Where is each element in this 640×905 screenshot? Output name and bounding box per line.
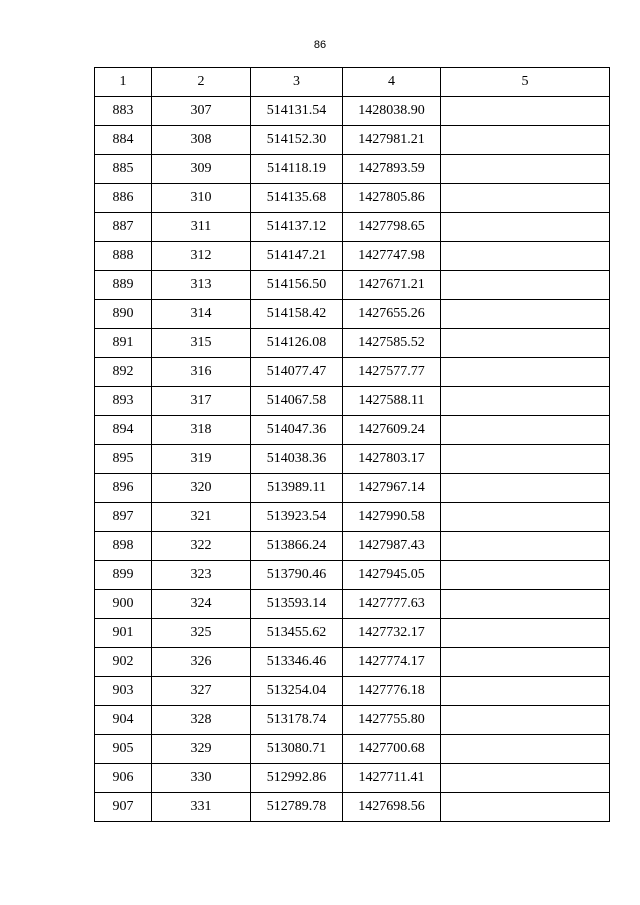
table-cell-col-3: 514147.21 [251, 242, 343, 271]
table-cell-col-5 [441, 184, 610, 213]
table-cell-col-3: 514137.12 [251, 213, 343, 242]
table-cell-col-1: 885 [95, 155, 152, 184]
table-cell-col-1: 888 [95, 242, 152, 271]
table-cell-col-1: 894 [95, 416, 152, 445]
table-cell-col-5 [441, 387, 610, 416]
table-cell-col-4: 1427585.52 [343, 329, 441, 358]
table-cell-col-5 [441, 590, 610, 619]
table-cell-col-2: 307 [152, 97, 251, 126]
table-row [95, 474, 610, 503]
table-cell-col-3: 513989.11 [251, 474, 343, 503]
table-cell-col-1: 898 [95, 532, 152, 561]
table-cell-col-4: 1427747.98 [343, 242, 441, 271]
table-cell-col-4: 1427987.43 [343, 532, 441, 561]
table-cell-col-3: 514152.30 [251, 126, 343, 155]
table-cell-col-5 [441, 677, 610, 706]
table-cell-col-5 [441, 126, 610, 155]
column-header-3: 3 [251, 68, 343, 97]
table-row [95, 793, 610, 822]
table-cell-col-2: 313 [152, 271, 251, 300]
table-row [95, 619, 610, 648]
table-row [95, 590, 610, 619]
table-cell-col-5 [441, 271, 610, 300]
table-cell-col-2: 328 [152, 706, 251, 735]
table-cell-col-2: 316 [152, 358, 251, 387]
table-cell-col-4: 1427711.41 [343, 764, 441, 793]
table-cell-col-2: 312 [152, 242, 251, 271]
table-cell-col-1: 905 [95, 735, 152, 764]
table-cell-col-3: 513923.54 [251, 503, 343, 532]
table-cell-col-2: 321 [152, 503, 251, 532]
table-cell-col-5 [441, 416, 610, 445]
table-cell-col-4: 1428038.90 [343, 97, 441, 126]
table-cell-col-3: 513346.46 [251, 648, 343, 677]
table-cell-col-1: 892 [95, 358, 152, 387]
table-cell-col-1: 901 [95, 619, 152, 648]
table-cell-col-4: 1427945.05 [343, 561, 441, 590]
table-cell-col-5 [441, 648, 610, 677]
table-cell-col-1: 893 [95, 387, 152, 416]
table-row [95, 561, 610, 590]
table-row [95, 706, 610, 735]
table-cell-col-3: 514067.58 [251, 387, 343, 416]
table-cell-col-4: 1427609.24 [343, 416, 441, 445]
table-cell-col-1: 883 [95, 97, 152, 126]
header-row [95, 68, 610, 97]
column-header-2: 2 [152, 68, 251, 97]
table-cell-col-4: 1427774.17 [343, 648, 441, 677]
table-cell-col-2: 317 [152, 387, 251, 416]
table-cell-col-2: 324 [152, 590, 251, 619]
table-row [95, 648, 610, 677]
table-cell-col-2: 325 [152, 619, 251, 648]
table-cell-col-1: 884 [95, 126, 152, 155]
table-cell-col-2: 310 [152, 184, 251, 213]
table-cell-col-3: 513455.62 [251, 619, 343, 648]
table-cell-col-3: 513178.74 [251, 706, 343, 735]
table-cell-col-1: 900 [95, 590, 152, 619]
table-cell-col-4: 1427803.17 [343, 445, 441, 474]
table-cell-col-3: 514118.19 [251, 155, 343, 184]
table-cell-col-5 [441, 155, 610, 184]
table-cell-col-1: 903 [95, 677, 152, 706]
table-cell-col-4: 1427698.56 [343, 793, 441, 822]
table-row [95, 764, 610, 793]
table-cell-col-2: 311 [152, 213, 251, 242]
column-header-4: 4 [343, 68, 441, 97]
table-cell-col-5 [441, 445, 610, 474]
table-cell-col-2: 314 [152, 300, 251, 329]
table-cell-col-5 [441, 532, 610, 561]
table-cell-col-1: 889 [95, 271, 152, 300]
table-cell-col-5 [441, 619, 610, 648]
table-cell-col-3: 513080.71 [251, 735, 343, 764]
table-cell-col-2: 320 [152, 474, 251, 503]
table-cell-col-2: 315 [152, 329, 251, 358]
table-cell-col-4: 1427700.68 [343, 735, 441, 764]
table-row [95, 416, 610, 445]
table-cell-col-4: 1427798.65 [343, 213, 441, 242]
column-header-1: 1 [95, 68, 152, 97]
table-cell-col-1: 904 [95, 706, 152, 735]
page-number: 86 [313, 39, 327, 51]
table-cell-col-3: 514038.36 [251, 445, 343, 474]
table-cell-col-1: 896 [95, 474, 152, 503]
table-cell-col-3: 514131.54 [251, 97, 343, 126]
table-cell-col-3: 514077.47 [251, 358, 343, 387]
table-cell-col-4: 1427967.14 [343, 474, 441, 503]
table-row [95, 300, 610, 329]
table-cell-col-4: 1427990.58 [343, 503, 441, 532]
table-cell-col-5 [441, 213, 610, 242]
table-cell-col-3: 514156.50 [251, 271, 343, 300]
table-cell-col-3: 514158.42 [251, 300, 343, 329]
table-cell-col-1: 897 [95, 503, 152, 532]
table-row [95, 532, 610, 561]
table-row [95, 126, 610, 155]
table-cell-col-4: 1427588.11 [343, 387, 441, 416]
table-cell-col-1: 906 [95, 764, 152, 793]
table-cell-col-2: 330 [152, 764, 251, 793]
table-row [95, 387, 610, 416]
table-cell-col-3: 514126.08 [251, 329, 343, 358]
table-cell-col-3: 513790.46 [251, 561, 343, 590]
table-cell-col-5 [441, 503, 610, 532]
coordinates-table [94, 67, 610, 822]
table-cell-col-1: 899 [95, 561, 152, 590]
table-cell-col-4: 1427732.17 [343, 619, 441, 648]
table-cell-col-3: 513593.14 [251, 590, 343, 619]
table-cell-col-4: 1427981.21 [343, 126, 441, 155]
table-cell-col-5 [441, 764, 610, 793]
table-cell-col-1: 890 [95, 300, 152, 329]
table-cell-col-4: 1427805.86 [343, 184, 441, 213]
table-row [95, 503, 610, 532]
table-cell-col-2: 331 [152, 793, 251, 822]
table-cell-col-5 [441, 793, 610, 822]
table-row [95, 271, 610, 300]
table-cell-col-1: 891 [95, 329, 152, 358]
table-cell-col-5 [441, 329, 610, 358]
table-cell-col-2: 329 [152, 735, 251, 764]
table-cell-col-5 [441, 358, 610, 387]
table-row [95, 213, 610, 242]
table-cell-col-3: 513254.04 [251, 677, 343, 706]
table-cell-col-4: 1427777.63 [343, 590, 441, 619]
table-cell-col-2: 308 [152, 126, 251, 155]
table-cell-col-5 [441, 97, 610, 126]
table-cell-col-5 [441, 474, 610, 503]
table-cell-col-3: 514047.36 [251, 416, 343, 445]
table-cell-col-5 [441, 300, 610, 329]
table-cell-col-1: 907 [95, 793, 152, 822]
table-cell-col-4: 1427671.21 [343, 271, 441, 300]
column-header-5: 5 [441, 68, 610, 97]
table-cell-col-3: 512789.78 [251, 793, 343, 822]
table-cell-col-2: 319 [152, 445, 251, 474]
table-cell-col-4: 1427755.80 [343, 706, 441, 735]
table-cell-col-1: 887 [95, 213, 152, 242]
table-row [95, 155, 610, 184]
table-cell-col-2: 326 [152, 648, 251, 677]
table-cell-col-4: 1427776.18 [343, 677, 441, 706]
table-cell-col-5 [441, 735, 610, 764]
table-cell-col-5 [441, 706, 610, 735]
table-cell-col-1: 895 [95, 445, 152, 474]
table-row [95, 329, 610, 358]
table-cell-col-3: 514135.68 [251, 184, 343, 213]
table-cell-col-4: 1427577.77 [343, 358, 441, 387]
table-row [95, 97, 610, 126]
table-cell-col-5 [441, 242, 610, 271]
table-row [95, 677, 610, 706]
table-row [95, 242, 610, 271]
table-cell-col-2: 318 [152, 416, 251, 445]
table-row [95, 184, 610, 213]
table-cell-col-2: 322 [152, 532, 251, 561]
table-cell-col-1: 886 [95, 184, 152, 213]
table-row [95, 358, 610, 387]
table-cell-col-3: 512992.86 [251, 764, 343, 793]
table-cell-col-1: 902 [95, 648, 152, 677]
table-cell-col-4: 1427893.59 [343, 155, 441, 184]
table-cell-col-2: 309 [152, 155, 251, 184]
table-cell-col-4: 1427655.26 [343, 300, 441, 329]
table-body [95, 97, 610, 822]
table-cell-col-2: 323 [152, 561, 251, 590]
table-row [95, 445, 610, 474]
table-cell-col-2: 327 [152, 677, 251, 706]
table-cell-col-5 [441, 561, 610, 590]
table-row [95, 735, 610, 764]
table-cell-col-3: 513866.24 [251, 532, 343, 561]
